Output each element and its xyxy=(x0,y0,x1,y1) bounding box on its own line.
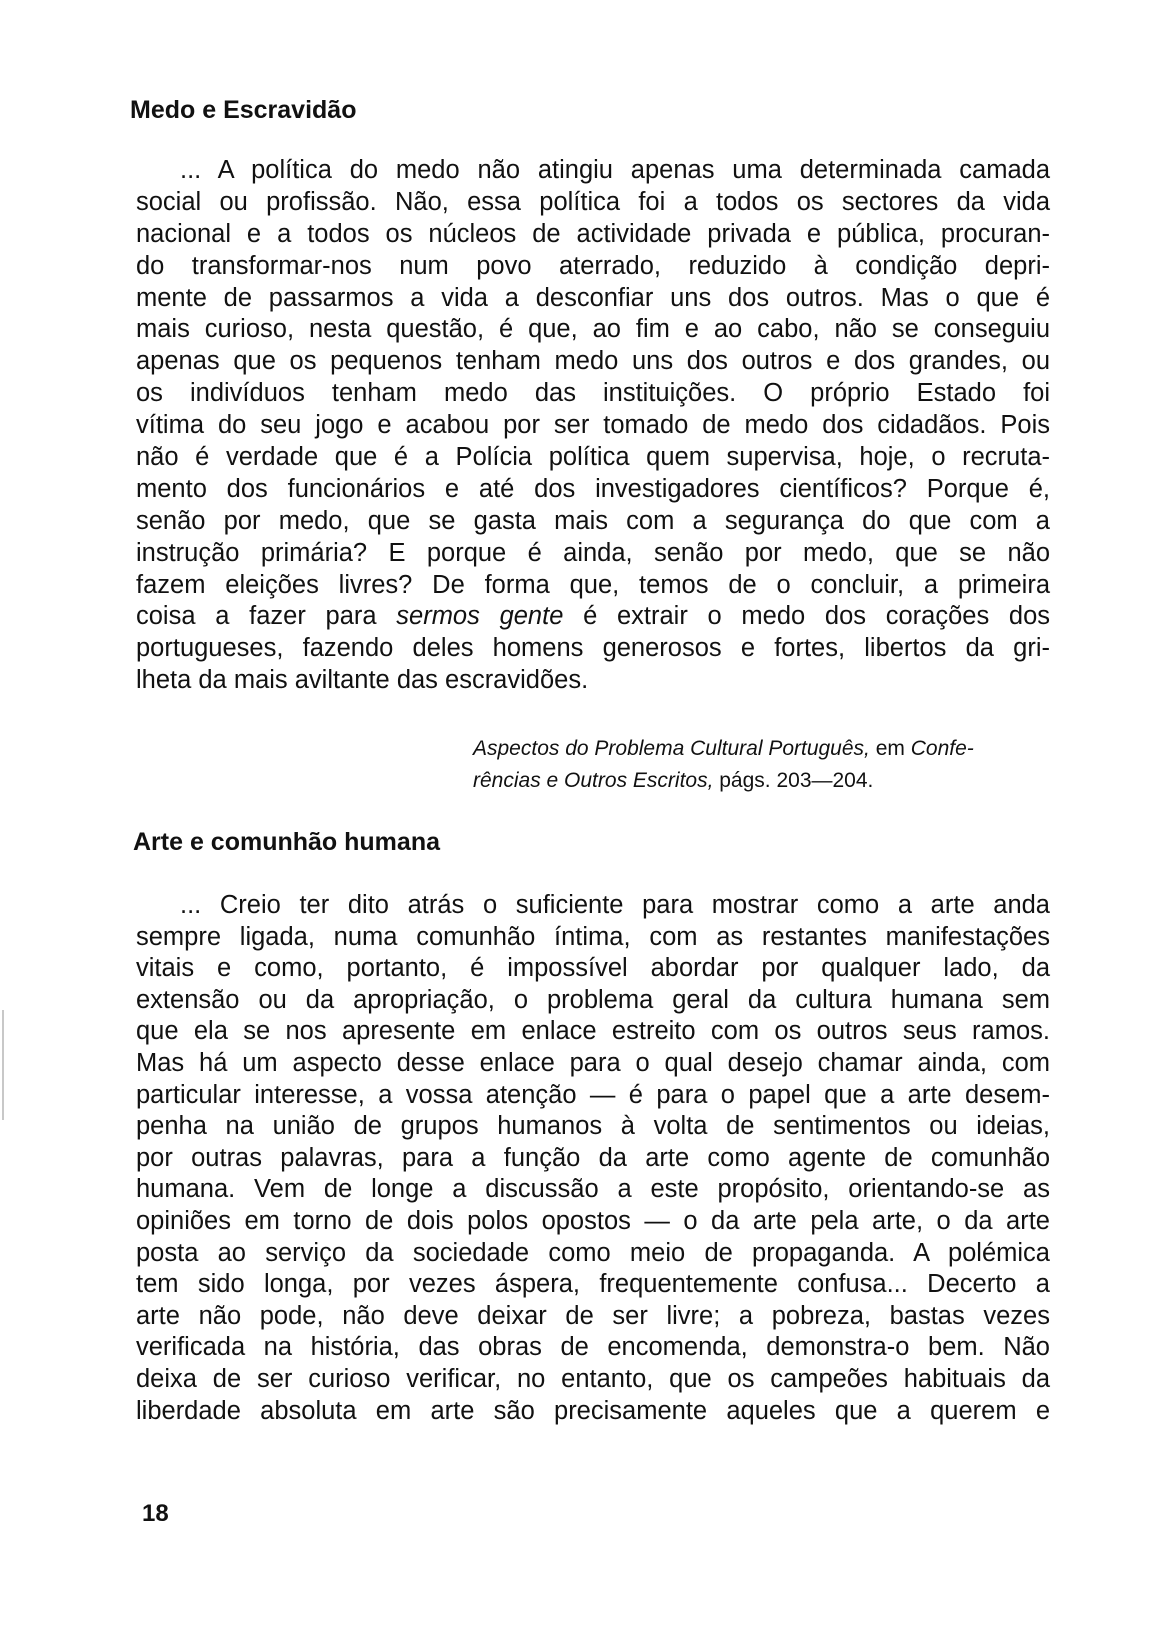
text-line: que ela se nos apresente em enlace estreito com os outros seus ramos. xyxy=(136,1017,1050,1046)
text-line: por outras palavras, para a função da arte como agente de comunhão xyxy=(136,1143,1050,1172)
text-line: vítima do seu jogo e acabou por ser tomado de medo dos cidadãos. Pois xyxy=(136,411,1050,440)
text-line: verificada na história, das obras de encomenda, demonstra-o bem. Não xyxy=(136,1333,1050,1362)
text-line: ... A política do medo não atingiu apenas uma determinada camada xyxy=(180,156,1050,184)
citation-pages: págs. 203—204. xyxy=(713,769,874,792)
text-line: arte não pode, não deve deixar de ser livre; a pobreza, bastas vezes xyxy=(136,1301,1050,1330)
text-fragment: é extrair o medo dos corações dos xyxy=(563,602,1051,631)
text-line: ... Creio ter dito atrás o suficiente para mostrar como a arte anda xyxy=(180,891,1050,919)
citation-line xyxy=(473,733,1053,765)
text-line: vitais e como, portanto, é impossível abordar por qualquer lado, da xyxy=(136,954,1050,983)
text-line: penha na união de grupos humanos à volta de sentimentos ou ideias, xyxy=(136,1112,1050,1141)
text-line: liberdade absoluta em arte são precisamente aqueles que a querem e xyxy=(136,1396,1050,1425)
citation xyxy=(473,733,1053,797)
page-number: 18 xyxy=(142,1500,169,1527)
section-title-medo-escravidao: Medo e Escravidão xyxy=(130,96,357,124)
text-line: particular interesse, a vossa atenção — é para o papel que a arte desem- xyxy=(136,1080,1050,1109)
text-line: não é verdade que é a Polícia política quem supervisa, hoje, o recruta- xyxy=(136,443,1050,472)
text-line: humana. Vem de longe a discussão a este propósito, orientando-se as xyxy=(136,1175,1050,1204)
citation-connector: em xyxy=(869,737,911,760)
text-line: do transformar-nos num povo aterrado, reduzido à condição depri- xyxy=(136,251,1050,280)
section-body-medo-escravidao xyxy=(136,155,1050,697)
text-line: social ou profissão. Não, essa política foi a todos os sectores da vida xyxy=(136,187,1050,216)
emphasis-sermos-gente: sermos gente xyxy=(396,602,564,631)
text-line: deixa de ser curioso verificar, no entanto, que os campeões habituais da xyxy=(136,1364,1050,1393)
text-line: os indivíduos tenham medo das instituições. O próprio Estado foi xyxy=(136,379,1050,408)
text-line: nacional e a todos os núcleos de actividade privada e pública, procuran- xyxy=(136,219,1050,248)
section-body-arte-comunhao xyxy=(136,890,1050,1427)
text-line: apenas que os pequenos tenham medo uns dos outros e dos grandes, ou xyxy=(136,347,1050,376)
citation-work-title: Aspectos do Problema Cultural Português, xyxy=(473,737,870,760)
citation-collection-part: Confe- xyxy=(910,737,974,760)
citation-collection-part: rências e Outros Escritos, xyxy=(473,769,714,792)
text-line: posta ao serviço da sociedade como meio de propaganda. A polémica xyxy=(136,1238,1050,1267)
text-line-with-emphasis xyxy=(136,601,1050,633)
text-line: sempre ligada, numa comunhão íntima, com as restantes manifestações xyxy=(136,922,1050,951)
text-line: mento dos funcionários e até dos investigadores científicos? Porque é, xyxy=(136,474,1050,503)
text-line: extensão ou da apropriação, o problema geral da cultura humana sem xyxy=(136,985,1050,1014)
text-line: fazem eleições livres? De forma que, temos de o concluir, a primeira xyxy=(136,570,1050,599)
text-line: tem sido longa, por vezes áspera, frequentemente confusa... Decerto a xyxy=(136,1270,1050,1299)
scan-edge-mark xyxy=(2,1010,4,1120)
section-title-arte-comunhao: Arte e comunhão humana xyxy=(133,828,440,856)
text-fragment: coisa a fazer para xyxy=(136,602,397,631)
text-line: instrução primária? E porque é ainda, senão por medo, que se não xyxy=(136,538,1050,567)
text-line: lheta da mais aviltante das escravidões. xyxy=(136,666,589,695)
text-line: portugueses, fazendo deles homens generosos e fortes, libertos da gri- xyxy=(136,634,1050,663)
citation-line xyxy=(473,765,1053,797)
text-line: opiniões em torno de dois polos opostos — o da arte pela arte, o da arte xyxy=(136,1206,1050,1235)
text-line: senão por medo, que se gasta mais com a segurança do que com a xyxy=(136,506,1050,535)
text-line: mais curioso, nesta questão, é que, ao fim e ao cabo, não se conseguiu xyxy=(136,315,1050,344)
text-line: mente de passarmos a vida a desconfiar uns dos outros. Mas o que é xyxy=(136,283,1050,312)
text-line: Mas há um aspecto desse enlace para o qual desejo chamar ainda, com xyxy=(136,1048,1050,1077)
